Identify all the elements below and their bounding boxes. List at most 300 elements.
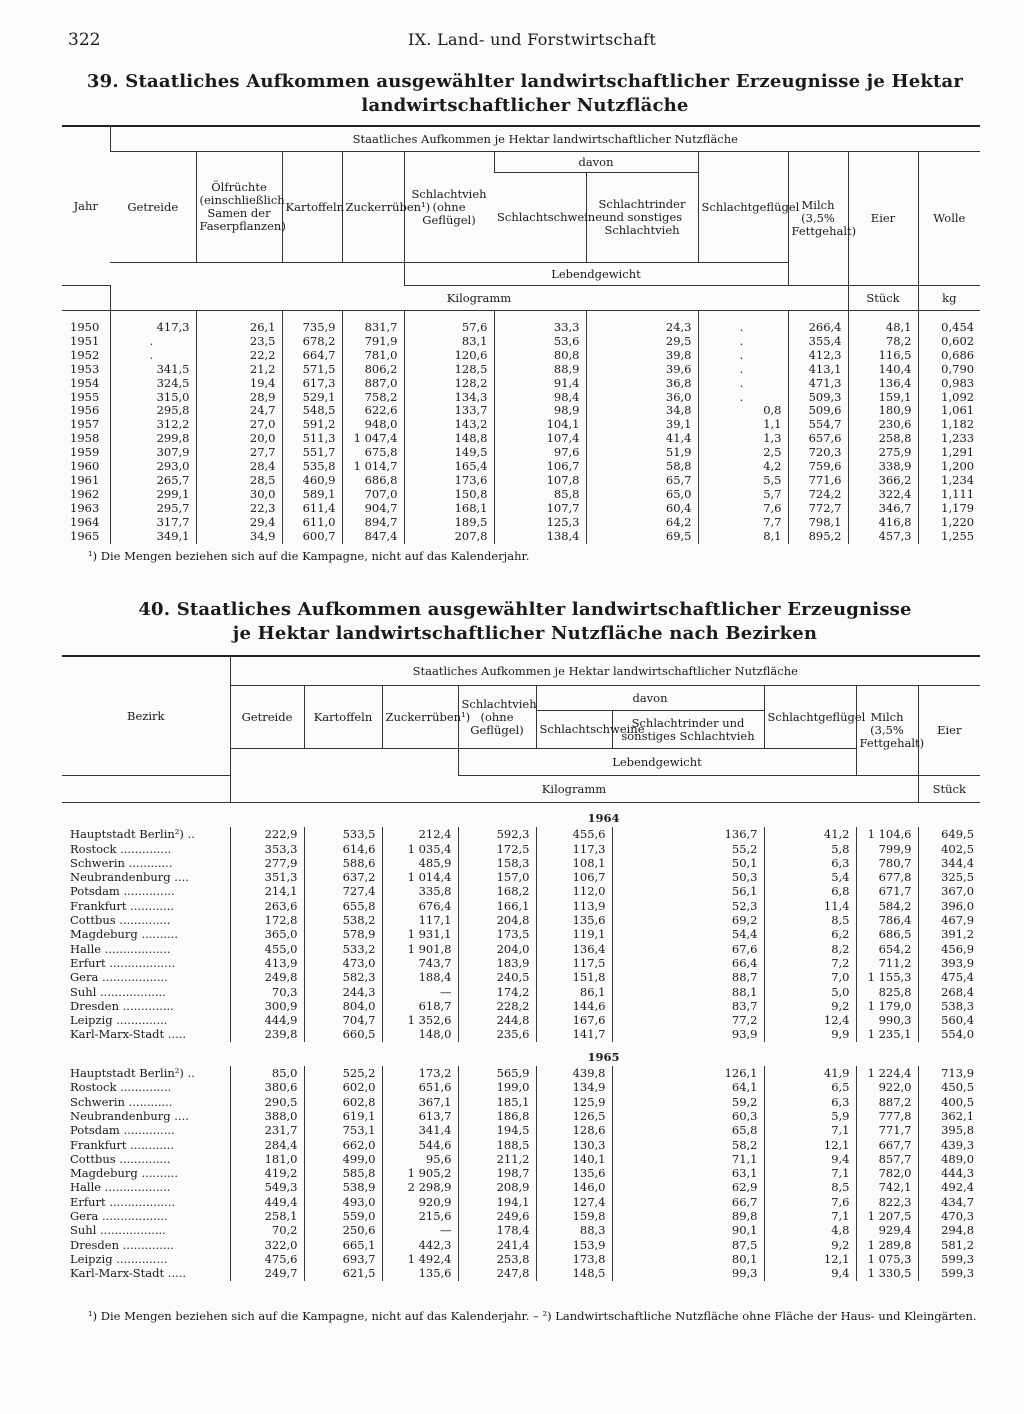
- value-cell: 99,3: [612, 1266, 764, 1280]
- district-cell: Karl-Marx-Stadt .....: [70, 1266, 187, 1281]
- value-cell: 64,2: [586, 516, 698, 530]
- value-cell: 104,1: [494, 418, 586, 432]
- value-cell: 662,0: [304, 1138, 382, 1152]
- value-cell: 148,0: [382, 1027, 458, 1041]
- value-cell: 168,2: [458, 884, 536, 898]
- value-cell: 551,7: [282, 446, 342, 460]
- value-cell: —: [382, 985, 458, 999]
- value-cell: 12,1: [764, 1138, 856, 1152]
- value-cell: 108,1: [536, 856, 612, 870]
- value-cell: 60,3: [612, 1109, 764, 1123]
- value-cell: 781,0: [342, 349, 404, 363]
- value-cell: 230,6: [848, 418, 918, 432]
- value-cell: 116,5: [848, 349, 918, 363]
- value-cell: 173,2: [382, 1066, 458, 1080]
- value-cell: 194,5: [458, 1123, 536, 1137]
- value-cell: 22,2: [196, 349, 282, 363]
- value-cell: 1 104,6: [856, 827, 918, 841]
- value-cell: 391,2: [918, 927, 980, 941]
- running-title: IX. Land- und Forstwirtschaft: [408, 30, 657, 49]
- stueck-header: Stück: [848, 286, 918, 311]
- value-cell: 786,4: [856, 913, 918, 927]
- value-cell: 571,5: [282, 363, 342, 377]
- value-cell: 95,6: [382, 1152, 458, 1166]
- value-cell: 0,686: [918, 349, 980, 363]
- value-cell: 159,8: [536, 1209, 612, 1223]
- value-cell: 511,3: [282, 432, 342, 446]
- value-cell: 5,0: [764, 985, 856, 999]
- value-cell: 290,5: [230, 1095, 304, 1109]
- value-cell: 258,8: [848, 432, 918, 446]
- value-cell: 602,8: [304, 1095, 382, 1109]
- value-cell: 727,4: [304, 884, 382, 898]
- value-cell: 485,9: [382, 856, 458, 870]
- value-cell: 1,182: [918, 418, 980, 432]
- value-cell: 887,0: [342, 377, 404, 391]
- value-cell: 300,9: [230, 999, 304, 1013]
- value-cell: 98,4: [494, 391, 586, 405]
- lebendgewicht-header: Lebendgewicht: [404, 263, 788, 286]
- value-cell: .: [698, 335, 788, 349]
- table-40-title-line1: 40. Staatliches Aufkommen ausgewählter landwirtschaftlicher Erzeugnisse: [138, 599, 912, 620]
- value-cell: 24,7: [196, 404, 282, 418]
- value-cell: 396,0: [918, 899, 980, 913]
- value-cell: 173,6: [404, 474, 494, 488]
- value-cell: 249,7: [230, 1266, 304, 1280]
- value-cell: 806,2: [342, 363, 404, 377]
- value-cell: 578,9: [304, 927, 382, 941]
- value-cell: 9,4: [764, 1266, 856, 1280]
- value-cell: 247,8: [458, 1266, 536, 1280]
- value-cell: 69,2: [612, 913, 764, 927]
- value-cell: 143,2: [404, 418, 494, 432]
- value-cell: 135,6: [536, 913, 612, 927]
- value-cell: 1,220: [918, 516, 980, 530]
- year-cell: 1964: [70, 514, 100, 529]
- value-cell: 366,2: [848, 474, 918, 488]
- value-cell: 6,3: [764, 856, 856, 870]
- value-cell: 887,2: [856, 1095, 918, 1109]
- value-cell: 825,8: [856, 985, 918, 999]
- value-cell: 1 047,4: [342, 432, 404, 446]
- value-cell: 59,2: [612, 1095, 764, 1109]
- value-cell: 128,6: [536, 1123, 612, 1137]
- value-cell: 53,6: [494, 335, 586, 349]
- value-cell: 212,4: [382, 827, 458, 841]
- district-cell: Leipzig ..............: [70, 1251, 168, 1266]
- value-cell: 189,5: [404, 516, 494, 530]
- table-row: [62, 1123, 980, 1137]
- value-cell: 128,5: [404, 363, 494, 377]
- value-cell: 39,1: [586, 418, 698, 432]
- value-cell: 493,0: [304, 1195, 382, 1209]
- value-cell: 41,2: [764, 827, 856, 841]
- value-cell: 1,200: [918, 460, 980, 474]
- value-cell: 249,8: [230, 970, 304, 984]
- value-cell: —: [382, 1223, 458, 1237]
- table-row: [62, 1109, 980, 1123]
- table-row: [62, 970, 980, 984]
- value-cell: 140,4: [848, 363, 918, 377]
- value-cell: 1 155,3: [856, 970, 918, 984]
- value-cell: 39,6: [586, 363, 698, 377]
- district-cell: Potsdam ..............: [70, 1123, 175, 1138]
- value-cell: 126,1: [612, 1066, 764, 1080]
- value-cell: 299,1: [110, 488, 196, 502]
- value-cell: 771,7: [856, 1123, 918, 1137]
- value-cell: 135,6: [382, 1266, 458, 1280]
- value-cell: 449,4: [230, 1195, 304, 1209]
- value-cell: 228,2: [458, 999, 536, 1013]
- value-cell: 67,6: [612, 942, 764, 956]
- value-cell: 275,9: [848, 446, 918, 460]
- table-row: [62, 446, 980, 460]
- value-cell: 720,3: [788, 446, 848, 460]
- col-schlachtschweine: Schlachtschweine: [536, 711, 612, 749]
- value-cell: 107,4: [494, 432, 586, 446]
- col-getreide: Getreide: [110, 152, 196, 263]
- value-cell: 1 931,1: [382, 927, 458, 941]
- value-cell: 266,4: [788, 321, 848, 335]
- table-40: [62, 655, 980, 1281]
- value-cell: 475,6: [230, 1252, 304, 1266]
- value-cell: 317,7: [110, 516, 196, 530]
- value-cell: 651,6: [382, 1080, 458, 1094]
- value-cell: 724,2: [788, 488, 848, 502]
- value-cell: 125,9: [536, 1095, 612, 1109]
- year-cell: 1960: [70, 459, 100, 474]
- value-cell: 1,234: [918, 474, 980, 488]
- value-cell: 117,1: [382, 913, 458, 927]
- value-cell: 9,2: [764, 1238, 856, 1252]
- district-cell: Schwerin ............: [70, 855, 173, 870]
- district-cell: Halle ..................: [70, 941, 171, 956]
- value-cell: 207,8: [404, 530, 494, 544]
- value-cell: 439,8: [536, 1066, 612, 1080]
- value-cell: 88,1: [612, 985, 764, 999]
- lebendgewicht-header: Lebendgewicht: [458, 749, 856, 776]
- value-cell: 1 905,2: [382, 1166, 458, 1180]
- value-cell: 602,0: [304, 1080, 382, 1094]
- value-cell: 6,3: [764, 1095, 856, 1109]
- value-cell: 1 330,5: [856, 1266, 918, 1280]
- value-cell: 611,4: [282, 502, 342, 516]
- district-cell: Hauptstadt Berlin²) ..: [70, 827, 195, 842]
- value-cell: 194,1: [458, 1195, 536, 1209]
- value-cell: 621,5: [304, 1266, 382, 1280]
- value-cell: 657,6: [788, 432, 848, 446]
- table-39-title: 39. Staatliches Aufkommen ausgewählter landwirtschaftlicher Erzeugnisse je Hektar landwirtschaftlicher Nutzfläche: [86, 71, 964, 116]
- year-heading-row: [62, 803, 980, 828]
- value-cell: 1,179: [918, 502, 980, 516]
- value-cell: 250,6: [304, 1223, 382, 1237]
- value-cell: 611,0: [282, 516, 342, 530]
- value-cell: 5,8: [764, 842, 856, 856]
- col-kartoffeln: Kartoffeln: [304, 686, 382, 749]
- col-zuckerrueben: Zuckerrüben¹): [342, 152, 404, 263]
- value-cell: 284,4: [230, 1138, 304, 1152]
- value-cell: 28,4: [196, 460, 282, 474]
- value-cell: 591,2: [282, 418, 342, 432]
- value-cell: 107,7: [494, 502, 586, 516]
- value-cell: 588,6: [304, 856, 382, 870]
- year-cell: 1950: [70, 320, 100, 334]
- value-cell: 554,7: [788, 418, 848, 432]
- value-cell: 21,2: [196, 363, 282, 377]
- value-cell: 617,3: [282, 377, 342, 391]
- value-cell: 141,7: [536, 1027, 612, 1041]
- value-cell: 538,9: [304, 1180, 382, 1194]
- value-cell: 759,6: [788, 460, 848, 474]
- value-cell: 106,7: [536, 870, 612, 884]
- value-cell: 12,1: [764, 1252, 856, 1266]
- value-cell: 127,4: [536, 1195, 612, 1209]
- table-row: [62, 1252, 980, 1266]
- table-row: [62, 391, 980, 405]
- value-cell: 6,5: [764, 1080, 856, 1094]
- value-cell: 582,3: [304, 970, 382, 984]
- value-cell: 65,8: [612, 1123, 764, 1137]
- table-row: [62, 1195, 980, 1209]
- value-cell: 1 035,4: [382, 842, 458, 856]
- davon-header: davon: [494, 152, 698, 173]
- value-cell: 1 901,8: [382, 942, 458, 956]
- district-cell: Cottbus ..............: [70, 913, 171, 928]
- table-39: [62, 125, 980, 544]
- value-cell: 20,0: [196, 432, 282, 446]
- value-cell: 388,0: [230, 1109, 304, 1123]
- value-cell: 166,1: [458, 899, 536, 913]
- value-cell: 5,5: [698, 474, 788, 488]
- table-row: [62, 927, 980, 941]
- value-cell: 167,6: [536, 1013, 612, 1027]
- table-row: [62, 1080, 980, 1094]
- value-cell: 322,0: [230, 1238, 304, 1252]
- district-cell: Hauptstadt Berlin²) ..: [70, 1066, 195, 1081]
- value-cell: 128,2: [404, 377, 494, 391]
- year-cell: 1952: [70, 347, 100, 362]
- kilogramm-header: Kilogramm: [230, 776, 918, 803]
- value-cell: 198,7: [458, 1166, 536, 1180]
- value-cell: 618,7: [382, 999, 458, 1013]
- value-cell: 0,602: [918, 335, 980, 349]
- value-cell: 822,3: [856, 1195, 918, 1209]
- district-cell: Cottbus ..............: [70, 1151, 171, 1166]
- col-oelfruechte: Ölfrüchte (einschließlich Samen der Faserpflanzen): [196, 152, 282, 263]
- value-cell: 9,4: [764, 1152, 856, 1166]
- district-cell: Dresden ..............: [70, 1237, 174, 1252]
- col-schlachtrinder: Schlachtrinder und sonstiges Schlachtvieh: [586, 173, 698, 263]
- value-cell: 30,0: [196, 488, 282, 502]
- col-schlachtrinder: Schlachtrinder und sonstiges Schlachtvieh: [612, 711, 764, 749]
- value-cell: 88,3: [536, 1223, 612, 1237]
- value-cell: 456,9: [918, 942, 980, 956]
- value-cell: 599,3: [918, 1266, 980, 1280]
- value-cell: 1 289,8: [856, 1238, 918, 1252]
- value-cell: .: [698, 349, 788, 363]
- value-cell: 8,1: [698, 530, 788, 544]
- table-row: [62, 985, 980, 999]
- value-cell: 678,2: [282, 335, 342, 349]
- year-cell: 1954: [70, 375, 100, 390]
- value-cell: 529,1: [282, 391, 342, 405]
- value-cell: 54,4: [612, 927, 764, 941]
- value-cell: 335,8: [382, 884, 458, 898]
- value-cell: 1 492,4: [382, 1252, 458, 1266]
- value-cell: 758,2: [342, 391, 404, 405]
- value-cell: 70,2: [230, 1223, 304, 1237]
- value-cell: 351,3: [230, 870, 304, 884]
- value-cell: 592,3: [458, 827, 536, 841]
- value-cell: 686,8: [342, 474, 404, 488]
- value-cell: 294,8: [918, 1223, 980, 1237]
- table-row: [62, 349, 980, 363]
- value-cell: 471,3: [788, 377, 848, 391]
- value-cell: 742,1: [856, 1180, 918, 1194]
- value-cell: 5,4: [764, 870, 856, 884]
- value-cell: 660,5: [304, 1027, 382, 1041]
- section-year: 1964: [587, 811, 620, 825]
- value-cell: 36,0: [586, 391, 698, 405]
- table-39-footnote: ¹) Die Mengen beziehen sich auf die Kampagne, nicht auf das Kalenderjahr.: [88, 549, 530, 563]
- district-cell: Suhl ..................: [70, 984, 166, 999]
- table-row: [62, 488, 980, 502]
- value-cell: 299,8: [110, 432, 196, 446]
- year-cell: 1963: [70, 500, 100, 515]
- table-row: [62, 1152, 980, 1166]
- value-cell: 85,8: [494, 488, 586, 502]
- value-cell: 159,1: [848, 391, 918, 405]
- district-cell: Suhl ..................: [70, 1223, 166, 1238]
- value-cell: 144,6: [536, 999, 612, 1013]
- value-cell: 831,7: [342, 321, 404, 335]
- value-cell: 2,5: [698, 446, 788, 460]
- value-cell: 64,1: [612, 1080, 764, 1094]
- value-cell: 804,0: [304, 999, 382, 1013]
- value-cell: 71,1: [612, 1152, 764, 1166]
- value-cell: 78,2: [848, 335, 918, 349]
- page-header: [68, 30, 948, 52]
- value-cell: 48,1: [848, 321, 918, 335]
- table-row: [62, 516, 980, 530]
- district-cell: Karl-Marx-Stadt .....: [70, 1027, 187, 1042]
- year-cell: 1951: [70, 333, 100, 348]
- value-cell: 322,4: [848, 488, 918, 502]
- value-cell: 649,5: [918, 827, 980, 841]
- district-cell: Gera ..................: [70, 970, 168, 985]
- value-cell: 509,6: [788, 404, 848, 418]
- value-cell: 4,8: [764, 1223, 856, 1237]
- value-cell: 6,2: [764, 927, 856, 941]
- value-cell: 29,4: [196, 516, 282, 530]
- value-cell: 1 075,3: [856, 1252, 918, 1266]
- value-cell: 83,1: [404, 335, 494, 349]
- value-cell: 140,1: [536, 1152, 612, 1166]
- value-cell: 693,7: [304, 1252, 382, 1266]
- value-cell: 8,5: [764, 913, 856, 927]
- district-cell: Rostock ..............: [70, 1080, 172, 1095]
- value-cell: 1,255: [918, 530, 980, 544]
- value-cell: 24,3: [586, 321, 698, 335]
- col-schlachtgefluegel: Schlachtgeflügel: [764, 686, 856, 749]
- value-cell: 34,9: [196, 530, 282, 544]
- value-cell: 362,1: [918, 1109, 980, 1123]
- col-wolle: Wolle: [918, 152, 980, 286]
- value-cell: 341,5: [110, 363, 196, 377]
- value-cell: 181,0: [230, 1152, 304, 1166]
- value-cell: 5,9: [764, 1109, 856, 1123]
- table-row: [62, 404, 980, 418]
- value-cell: 70,3: [230, 985, 304, 999]
- value-cell: 5,7: [698, 488, 788, 502]
- value-cell: 402,5: [918, 842, 980, 856]
- value-cell: 735,9: [282, 321, 342, 335]
- value-cell: 677,8: [856, 870, 918, 884]
- col-schlachtvieh: Schlachtvieh (ohne Geflügel): [458, 686, 536, 749]
- value-cell: .: [698, 321, 788, 335]
- page-number: 322: [68, 30, 101, 50]
- value-cell: 1,061: [918, 404, 980, 418]
- value-cell: 133,7: [404, 404, 494, 418]
- value-cell: 393,9: [918, 956, 980, 970]
- col-milch: Milch (3,5% Fettgehalt): [788, 152, 848, 286]
- table-row: [62, 530, 980, 544]
- value-cell: 119,1: [536, 927, 612, 941]
- district-cell: Rostock ..............: [70, 841, 172, 856]
- value-cell: 599,3: [918, 1252, 980, 1266]
- value-cell: 138,4: [494, 530, 586, 544]
- year-cell: 1961: [70, 472, 100, 487]
- value-cell: 150,8: [404, 488, 494, 502]
- value-cell: 183,9: [458, 956, 536, 970]
- value-cell: 990,3: [856, 1013, 918, 1027]
- value-cell: 151,8: [536, 970, 612, 984]
- table-40-body: [62, 803, 980, 1281]
- value-cell: 98,9: [494, 404, 586, 418]
- value-cell: 533,2: [304, 942, 382, 956]
- value-cell: 1,092: [918, 391, 980, 405]
- value-cell: 62,9: [612, 1180, 764, 1194]
- value-cell: 12,4: [764, 1013, 856, 1027]
- value-cell: 188,4: [382, 970, 458, 984]
- value-cell: 63,1: [612, 1166, 764, 1180]
- section-year: 1965: [587, 1049, 620, 1064]
- value-cell: 671,7: [856, 884, 918, 898]
- table-row: [62, 418, 980, 432]
- value-cell: 444,3: [918, 1166, 980, 1180]
- table-row: [62, 1013, 980, 1027]
- table-row: [62, 321, 980, 335]
- value-cell: 1 224,4: [856, 1066, 918, 1080]
- value-cell: 600,7: [282, 530, 342, 544]
- value-cell: 1 014,4: [382, 870, 458, 884]
- value-cell: 753,1: [304, 1123, 382, 1137]
- value-cell: 34,8: [586, 404, 698, 418]
- value-cell: 231,7: [230, 1123, 304, 1137]
- value-cell: 235,6: [458, 1027, 536, 1041]
- table-row: [62, 1166, 980, 1180]
- value-cell: 178,4: [458, 1223, 536, 1237]
- value-cell: 538,2: [304, 913, 382, 927]
- value-cell: 654,2: [856, 942, 918, 956]
- value-cell: 69,5: [586, 530, 698, 544]
- value-cell: 29,5: [586, 335, 698, 349]
- value-cell: 904,7: [342, 502, 404, 516]
- value-cell: 2 298,9: [382, 1180, 458, 1194]
- value-cell: 8,2: [764, 942, 856, 956]
- value-cell: 460,9: [282, 474, 342, 488]
- value-cell: 265,7: [110, 474, 196, 488]
